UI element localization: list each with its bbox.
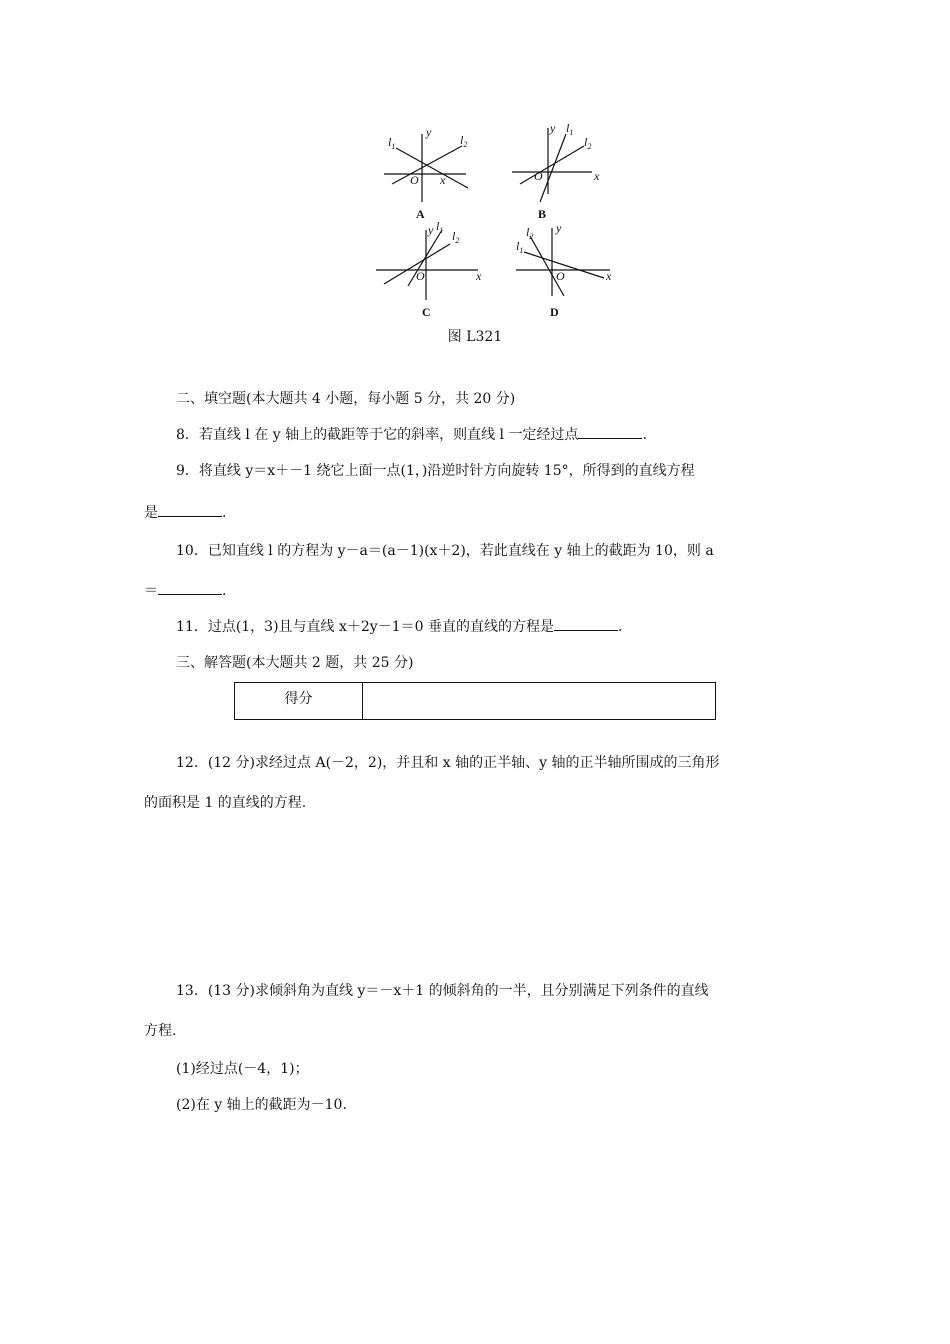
question-10-cont: ＝ .	[144, 583, 227, 599]
graph-panel-c	[374, 219, 484, 322]
label-l1: $l_1$	[388, 135, 396, 151]
question-10: 10．已知直线 l 的方程为 y－a＝(a－1)(x＋2)，若此直线在 y 轴上的截距为 10，则 a	[176, 543, 714, 559]
line-l2	[530, 236, 564, 296]
axis-x-label: x	[606, 269, 612, 283]
panel-letter: C	[422, 305, 431, 319]
score-label: 得分	[235, 683, 363, 719]
question-13: 13．(13 分)求倾斜角为直线 y＝－x＋1 的倾斜角的一半，且分别满足下列条件的直线	[176, 983, 709, 999]
line-l1	[540, 134, 566, 202]
question-8: 8．若直线 l 在 y 轴上的截距等于它的斜率，则直线 l 一定经过点 .	[176, 427, 647, 443]
section3-heading: 三、解答题(本大题共 2 题，共 25 分)	[176, 655, 414, 671]
line-l2	[520, 146, 584, 184]
answer-blank[interactable]	[554, 618, 618, 631]
origin-label: O	[556, 269, 565, 283]
panel-letter: B	[538, 207, 547, 221]
label-l1: $l_1$	[516, 239, 524, 255]
label-l1: $l_1$	[436, 219, 444, 235]
label-l2: $l_2$	[452, 229, 460, 245]
question-12: 12．(12 分)求经过点 A(－2，2)，并且和 x 轴的正半轴、y 轴的正半轴所围成的三角形	[176, 755, 720, 771]
answer-blank[interactable]	[158, 504, 222, 517]
figure-L321	[0, 0, 950, 360]
axis-x-label: x	[476, 269, 482, 283]
graph-panel-a	[378, 122, 478, 222]
score-table	[234, 682, 716, 720]
score-cell[interactable]	[363, 683, 715, 719]
axis-y-label: y	[426, 125, 432, 139]
question-11: 11．过点(1，3)且与直线 x＋2y－1＝0 垂直的直线的方程是 .	[176, 619, 623, 635]
question-13-part2: (2)在 y 轴上的截距为－10.	[176, 1097, 347, 1113]
label-l2: $l_2$	[584, 135, 592, 151]
section2-heading: 二、填空题(本大题共 4 小题，每小题 5 分，共 20 分)	[176, 391, 516, 407]
line-l1	[408, 230, 442, 286]
label-l1: $l_1$	[566, 121, 574, 137]
label-l2: $l_2$	[526, 225, 534, 241]
axis-x-label: x	[440, 173, 446, 187]
answer-blank[interactable]	[578, 426, 642, 439]
panel-letter: D	[550, 305, 559, 319]
panel-letter: A	[416, 207, 425, 221]
origin-label: O	[410, 173, 419, 187]
graph-panel-d	[512, 222, 622, 322]
axis-y-label: y	[550, 121, 556, 135]
axis-y-label: y	[556, 221, 562, 235]
question-9-cont: 是 .	[144, 505, 227, 521]
question-12-cont: 的面积是 1 的直线的方程.	[144, 795, 307, 811]
axis-x-label: x	[594, 169, 600, 183]
line-l1	[396, 148, 468, 188]
origin-label: O	[534, 169, 543, 183]
question-9: 9．将直线 y＝x＋－1 绕它上面一点(1，)沿逆时针方向旋转 15°，所得到的直线方程	[176, 463, 695, 479]
graph-panel-b	[508, 122, 608, 222]
question-13-cont: 方程.	[144, 1023, 177, 1039]
answer-blank[interactable]	[158, 582, 222, 595]
question-8-text: 8．若直线 l 在 y 轴上的截距等于它的斜率，则直线 l 一定经过点	[176, 427, 579, 443]
label-l2: $l_2$	[460, 133, 468, 149]
axis-y-label: y	[428, 223, 434, 237]
origin-label: O	[416, 269, 425, 283]
question-13-part1: (1)经过点(－4，1)；	[176, 1061, 309, 1077]
figure-caption: 图 L321	[447, 329, 503, 345]
